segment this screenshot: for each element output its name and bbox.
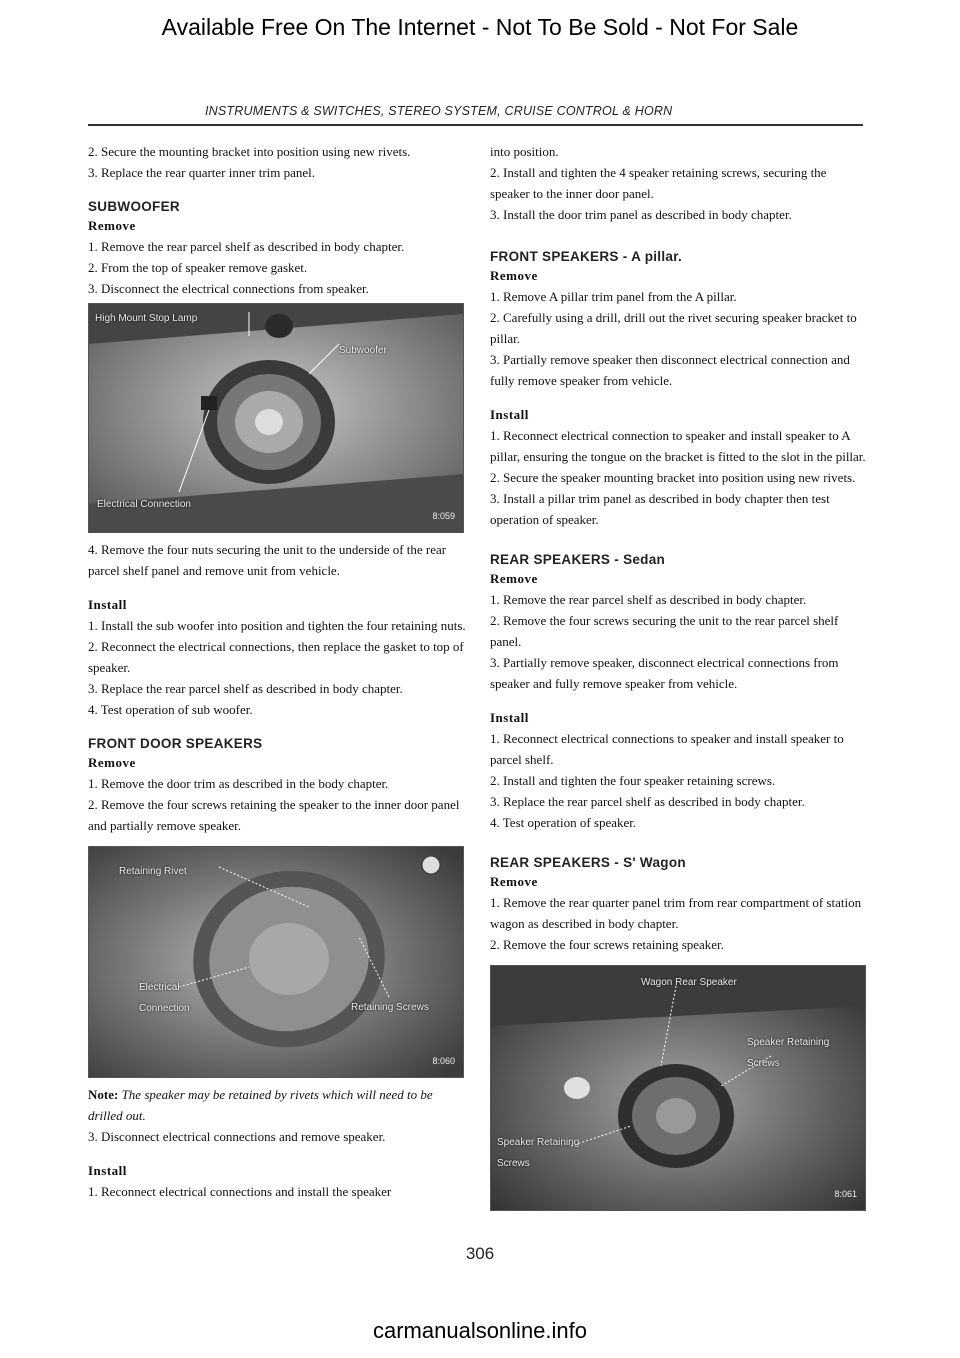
section-heading-subwoofer: SUBWOOFER xyxy=(88,199,180,214)
subwoofer-photo xyxy=(88,303,464,533)
step: 3. Partially remove speaker then disconnect electrical connection and fully remove speaker from vehicle. xyxy=(490,352,850,388)
step: 2. Install and tighten the four speaker retaining screws. xyxy=(490,773,776,788)
subheading-remove: Remove xyxy=(490,268,538,283)
step: 2. From the top of speaker remove gasket. xyxy=(88,260,308,275)
photo-code: 8:059 xyxy=(432,511,455,521)
step: 1. Remove the door trim as described in the body chapter. xyxy=(88,776,389,791)
step: 2. Secure the speaker mounting bracket into position using new rivets. xyxy=(490,470,856,485)
photo-code: 8:061 xyxy=(834,1189,857,1199)
step: 3. Install a pillar trim panel as described in body chapter then test operation of speaker. xyxy=(490,491,830,527)
photo-label-wagon-speaker: Wagon Rear Speaker xyxy=(641,977,737,988)
step: 2. Reconnect the electrical connections, then replace the gasket to top of speaker. xyxy=(88,639,464,675)
subheading-remove: Remove xyxy=(88,755,136,770)
step: 1. Remove A pillar trim panel from the A pillar. xyxy=(490,289,737,304)
page-number: 306 xyxy=(465,1244,495,1263)
step: 2. Remove the four screws retaining speaker. xyxy=(490,937,724,952)
page-header: INSTRUMENTS & SWITCHES, STEREO SYSTEM, CRUISE CONTROL & HORN xyxy=(205,104,673,118)
step: 3. Disconnect electrical connections and remove speaker. xyxy=(88,1129,386,1144)
left-column xyxy=(88,141,466,1202)
step: 3. Replace the rear parcel shelf as described in body chapter. xyxy=(88,681,403,696)
photo-code: 8:060 xyxy=(432,1056,455,1066)
photo-label-rivet: Retaining Rivet xyxy=(119,866,187,877)
note-label: Note: xyxy=(88,1087,119,1102)
step: 2. Install and tighten the 4 speaker retaining screws, securing the speaker to the inner door panel. xyxy=(490,165,827,201)
subheading-remove: Remove xyxy=(88,218,136,233)
section-heading-rear-sedan: REAR SPEAKERS - Sedan xyxy=(490,552,666,567)
subheading-install: Install xyxy=(88,1163,127,1178)
watermark-banner: Available Free On The Internet - Not To Be Sold - Not For Sale xyxy=(161,14,799,40)
photo-label-screws-right: Speaker Retaining Screws xyxy=(747,1037,830,1069)
step: 4. Test operation of sub woofer. xyxy=(88,702,253,717)
step: 1. Remove the rear parcel shelf as described in body chapter. xyxy=(88,239,405,254)
front-door-speaker-photo xyxy=(88,846,464,1078)
paragraph: 3. Replace the rear quarter inner trim panel. xyxy=(88,165,316,180)
subheading-install: Install xyxy=(490,710,529,725)
section-heading-a-pillar: FRONT SPEAKERS - A pillar. xyxy=(490,249,683,264)
photo-label-subwoofer: Subwoofer xyxy=(339,345,387,356)
rear-wagon-speaker-photo xyxy=(490,965,866,1211)
step: 1. Reconnect electrical connections and install the speaker xyxy=(88,1184,392,1199)
step: 3. Partially remove speaker, disconnect electrical connections from speaker and fully remove speaker from vehicle. xyxy=(490,655,839,691)
photo-label-connection: Electrical Connection xyxy=(139,982,190,1014)
step: 3. Install the door trim panel as described in body chapter. xyxy=(490,207,792,222)
step: 1. Reconnect electrical connection to speaker and install speaker to A pillar, ensuring the tongue on the bracket is fitted to the slot in the pillar. xyxy=(490,428,866,464)
step: 4. Remove the four nuts securing the unit to the underside of the rear parcel shelf panel and remove unit from vehicle. xyxy=(88,542,447,578)
header-rule xyxy=(88,124,863,126)
site-footer: carmanualsonline.info xyxy=(372,1318,588,1343)
step: 2. Remove the four screws retaining the speaker to the inner door panel and partially remove speaker. xyxy=(88,797,460,833)
step: 1. Reconnect electrical connections to speaker and install speaker to parcel shelf. xyxy=(490,731,844,767)
photo-label-screws: Retaining Screws xyxy=(351,1002,429,1013)
step: 1. Remove the rear parcel shelf as described in body chapter. xyxy=(490,592,807,607)
step: 2. Remove the four screws securing the unit to the rear parcel shelf panel. xyxy=(490,613,839,649)
paragraph: 2. Secure the mounting bracket into position using new rivets. xyxy=(88,144,411,159)
photo-label-connection: Electrical Connection xyxy=(97,499,191,510)
step: 2. Carefully using a drill, drill out the rivet securing speaker bracket to pillar. xyxy=(490,310,857,346)
photo-label-screws-left: Speaker Retaining Screws xyxy=(497,1137,580,1169)
subheading-remove: Remove xyxy=(490,571,538,586)
photo-label-lamp: High Mount Stop Lamp xyxy=(95,313,198,324)
step: 4. Test operation of speaker. xyxy=(490,815,637,830)
paragraph: into position. xyxy=(490,144,559,159)
subheading-install: Install xyxy=(88,597,127,612)
note-text: The speaker may be retained by rivets which will need to be drilled out. xyxy=(88,1087,433,1123)
step: 3. Replace the rear parcel shelf as described in body chapter. xyxy=(490,794,805,809)
step: 1. Install the sub woofer into position and tighten the four retaining nuts. xyxy=(88,618,466,633)
subheading-remove: Remove xyxy=(490,874,538,889)
section-heading-rear-wagon: REAR SPEAKERS - S' Wagon xyxy=(490,855,686,870)
right-column xyxy=(490,141,868,1217)
note xyxy=(88,1084,466,1126)
section-heading-front-door: FRONT DOOR SPEAKERS xyxy=(88,736,263,751)
subheading-install: Install xyxy=(490,407,529,422)
step: 1. Remove the rear quarter panel trim from rear compartment of station wagon as described in body chapter. xyxy=(490,895,862,931)
step: 3. Disconnect the electrical connections from speaker. xyxy=(88,281,369,296)
